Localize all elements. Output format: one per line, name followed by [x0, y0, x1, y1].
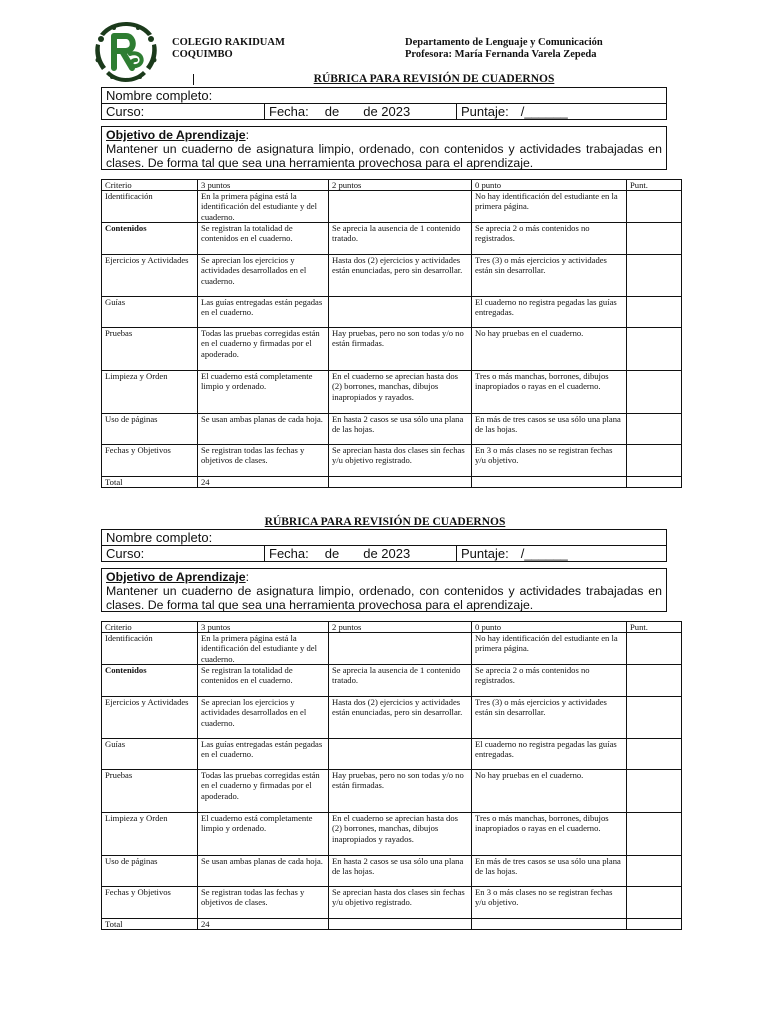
zero-points-cell: Tres (3) o más ejercicios y actividades están sin desarrollar. [472, 697, 627, 739]
three-points-cell: Se registran la totalidad de contenidos en el cuaderno. [198, 223, 329, 255]
three-points-cell: Se registran la totalidad de contenidos en el cuaderno. [198, 665, 329, 697]
date-field [265, 104, 457, 120]
score-cell [627, 770, 682, 813]
two-points-cell: En hasta 2 casos se usa sólo una plana de las hojas. [329, 414, 472, 445]
two-points-cell: Hay pruebas, pero no son todas y/o no están firmadas. [329, 770, 472, 813]
zero-points-cell: Tres o más manchas, borrones, dibujos inapropiados o rayas en el cuaderno. [472, 813, 627, 856]
criterion-cell: Ejercicios y Actividades [102, 255, 198, 297]
course-field: Curso: [102, 104, 265, 120]
student-info-table-2 [101, 529, 667, 562]
header-punt: Punt. [627, 622, 682, 633]
table-row [102, 813, 682, 856]
three-points-cell: Todas las pruebas corregidas están en el cuaderno y firmadas por el apoderado. [198, 328, 329, 371]
score-blank: /______ [520, 104, 568, 119]
two-points-cell: En hasta 2 casos se usa sólo una plana de las hojas. [329, 856, 472, 887]
criterion-cell: Guías [102, 297, 198, 328]
rubric-table-2 [101, 621, 682, 930]
header-2-puntos: 2 puntos [329, 622, 472, 633]
two-points-cell: Se aprecia la ausencia de 1 contenido tratado. [329, 665, 472, 697]
department-name: Departamento de Lenguaje y Comunicación [405, 37, 603, 48]
criterion-cell: Fechas y Objetivos [102, 887, 198, 919]
score-label: Puntaje: [461, 104, 509, 119]
table-row [102, 697, 682, 739]
score-cell [627, 445, 682, 477]
zero-points-cell: Tres o más manchas, borrones, dibujos inapropiados o rayas en el cuaderno. [472, 371, 627, 414]
date-label: Fecha: [269, 546, 309, 561]
two-points-cell: En el cuaderno se aprecian hasta dos (2) borrones, manchas, dibujos inapropiados y rayados. [329, 371, 472, 414]
student-info-table [101, 87, 667, 120]
score-cell [627, 665, 682, 697]
school-name: COLEGIO RAKIDUAM [172, 37, 285, 48]
score-field [457, 546, 667, 562]
teacher-name: Profesora: María Fernanda Varela Zepeda [405, 49, 597, 60]
score-cell [627, 371, 682, 414]
two-points-cell: Hasta dos (2) ejercicios y actividades están enunciadas, pero sin desarrollar. [329, 255, 472, 297]
score-cell [627, 813, 682, 856]
criterion-cell: Limpieza y Orden [102, 371, 198, 414]
criterion-cell: Identificación [102, 633, 198, 665]
table-row [102, 739, 682, 770]
table-row [102, 445, 682, 477]
two-points-cell [329, 297, 472, 328]
total-value: 24 [198, 477, 329, 488]
three-points-cell: Se registran todas las fechas y objetivos de clases. [198, 887, 329, 919]
full-name-field: Nombre completo: [102, 88, 667, 104]
header-2-puntos: 2 puntos [329, 180, 472, 191]
criterion-cell: Pruebas [102, 328, 198, 371]
zero-points-cell: En 3 o más clases no se registran fechas y/u objetivo. [472, 887, 627, 919]
three-points-cell: Las guías entregadas están pegadas en el cuaderno. [198, 297, 329, 328]
learning-objective-box-2 [101, 568, 667, 612]
two-points-cell [329, 739, 472, 770]
date-label: Fecha: [269, 104, 309, 119]
three-points-cell: Se usan ambas planas de cada hoja. [198, 414, 329, 445]
header-3-puntos: 3 puntos [198, 180, 329, 191]
zero-points-cell: En más de tres casos se usa sólo una plana de las hojas. [472, 414, 627, 445]
criterion-cell: Contenidos [102, 223, 198, 255]
header-punt: Punt. [627, 180, 682, 191]
criterion-cell: Guías [102, 739, 198, 770]
two-points-cell: Hasta dos (2) ejercicios y actividades están enunciadas, pero sin desarrollar. [329, 697, 472, 739]
score-cell [627, 856, 682, 887]
two-points-cell: En el cuaderno se aprecian hasta dos (2) borrones, manchas, dibujos inapropiados y rayados. [329, 813, 472, 856]
header-0-punto: 0 punto [472, 622, 627, 633]
three-points-cell: Se aprecian los ejercicios y actividades desarrollados en el cuaderno. [198, 697, 329, 739]
score-blank: /______ [520, 546, 568, 561]
date-de: de [324, 546, 340, 561]
zero-points-cell: El cuaderno no registra pegadas las guías entregadas. [472, 739, 627, 770]
two-points-cell [329, 633, 472, 665]
three-points-cell: Se registran todas las fechas y objetivos de clases. [198, 445, 329, 477]
criterion-cell: Limpieza y Orden [102, 813, 198, 856]
zero-points-cell: No hay identificación del estudiante en la primera página. [472, 633, 627, 665]
table-row [102, 414, 682, 445]
three-points-cell: Se usan ambas planas de cada hoja. [198, 856, 329, 887]
zero-points-cell: En 3 o más clases no se registran fechas y/u objetivo. [472, 445, 627, 477]
course-field: Curso: [102, 546, 265, 562]
score-cell [627, 328, 682, 371]
criterion-cell: Contenidos [102, 665, 198, 697]
three-points-cell: En la primera página está la identificación del estudiante y del cuaderno. [198, 191, 329, 223]
table-row [102, 191, 682, 223]
objective-colon: : [245, 570, 250, 584]
header-criterio: Criterio [102, 180, 198, 191]
three-points-cell: El cuaderno está completamente limpio y ordenado. [198, 813, 329, 856]
two-points-cell [329, 191, 472, 223]
objective-colon: : [245, 128, 250, 142]
header-criterio: Criterio [102, 622, 198, 633]
score-cell [627, 633, 682, 665]
score-cell [627, 223, 682, 255]
two-points-cell: Se aprecian hasta dos clases sin fechas y/u objetivo registrado. [329, 445, 472, 477]
table-row [102, 665, 682, 697]
criterion-cell: Fechas y Objetivos [102, 445, 198, 477]
zero-points-cell: Se aprecia 2 o más contenidos no registrados. [472, 223, 627, 255]
zero-points-cell: No hay pruebas en el cuaderno. [472, 770, 627, 813]
score-cell [627, 697, 682, 739]
score-label: Puntaje: [461, 546, 509, 561]
criterion-cell: Ejercicios y Actividades [102, 697, 198, 739]
school-city: COQUIMBO [172, 49, 233, 60]
table-row [102, 633, 682, 665]
criterion-cell: Uso de páginas [102, 856, 198, 887]
table-row [102, 328, 682, 371]
three-points-cell: Se aprecian los ejercicios y actividades desarrollados en el cuaderno. [198, 255, 329, 297]
header-3-puntos: 3 puntos [198, 622, 329, 633]
zero-points-cell: Tres (3) o más ejercicios y actividades están sin desarrollar. [472, 255, 627, 297]
objective-text: Mantener un cuaderno de asignatura limpio, ordenado, con contenidos y actividades trabajadas en clases. De forma tal que sea una herramienta provechosa para el aprendizaje. [106, 142, 662, 170]
rubric-table [101, 179, 682, 488]
zero-points-cell: No hay identificación del estudiante en la primera página. [472, 191, 627, 223]
total-value: 24 [198, 919, 329, 930]
date-de: de [324, 104, 340, 119]
score-cell [627, 297, 682, 328]
total-row [102, 477, 682, 488]
zero-points-cell: El cuaderno no registra pegadas las guías entregadas. [472, 297, 627, 328]
header-0-punto: 0 punto [472, 180, 627, 191]
objective-label: Objetivo de Aprendizaje [106, 570, 246, 584]
score-cell [627, 191, 682, 223]
zero-points-cell: No hay pruebas en el cuaderno. [472, 328, 627, 371]
score-field [457, 104, 667, 120]
objective-label: Objetivo de Aprendizaje [106, 128, 246, 142]
two-points-cell: Se aprecia la ausencia de 1 contenido tratado. [329, 223, 472, 255]
criterion-cell: Identificación [102, 191, 198, 223]
table-row [102, 770, 682, 813]
score-cell [627, 739, 682, 770]
rubric-title: RÚBRICA PARA REVISIÓN DE CUADERNOS [313, 73, 555, 85]
score-cell [627, 887, 682, 919]
total-label: Total [102, 919, 198, 930]
three-points-cell: En la primera página está la identificación del estudiante y del cuaderno. [198, 633, 329, 665]
date-field [265, 546, 457, 562]
three-points-cell: El cuaderno está completamente limpio y ordenado. [198, 371, 329, 414]
zero-points-cell: Se aprecia 2 o más contenidos no registrados. [472, 665, 627, 697]
table-row [102, 297, 682, 328]
criterion-cell: Uso de páginas [102, 414, 198, 445]
objective-text: Mantener un cuaderno de asignatura limpio, ordenado, con contenidos y actividades trabajadas en clases. De forma tal que sea una herramienta provechosa para el aprendizaje. [106, 584, 662, 612]
rubric-title-2: RÚBRICA PARA REVISIÓN DE CUADERNOS [264, 516, 506, 528]
three-points-cell: Todas las pruebas corregidas están en el cuaderno y firmadas por el apoderado. [198, 770, 329, 813]
learning-objective-box [101, 126, 667, 170]
full-name-field: Nombre completo: [102, 530, 667, 546]
table-row [102, 856, 682, 887]
two-points-cell: Hay pruebas, pero no son todas y/o no están firmadas. [329, 328, 472, 371]
criterion-cell: Pruebas [102, 770, 198, 813]
three-points-cell: Las guías entregadas están pegadas en el cuaderno. [198, 739, 329, 770]
table-row [102, 223, 682, 255]
table-row [102, 887, 682, 919]
table-row [102, 371, 682, 414]
date-year: de 2023 [363, 104, 411, 119]
score-cell [627, 255, 682, 297]
table-row [102, 255, 682, 297]
total-label: Total [102, 477, 198, 488]
two-points-cell: Se aprecian hasta dos clases sin fechas y/u objetivo registrado. [329, 887, 472, 919]
zero-points-cell: En más de tres casos se usa sólo una plana de las hojas. [472, 856, 627, 887]
date-year: de 2023 [363, 546, 411, 561]
total-row [102, 919, 682, 930]
score-cell [627, 414, 682, 445]
